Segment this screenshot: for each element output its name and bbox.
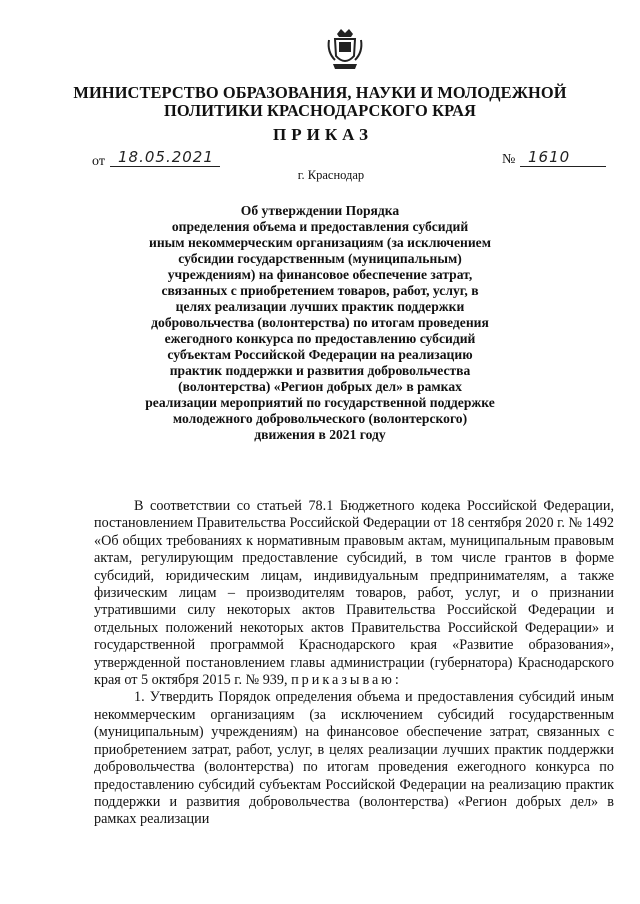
city: г. Краснодар <box>297 168 365 182</box>
number-prefix: № <box>502 152 516 167</box>
decree-word: приказываю: <box>291 672 402 689</box>
krasnodar-coat-of-arms-icon <box>325 26 365 72</box>
ministry-line-1: МИНИСТЕРСТВО ОБРАЗОВАНИЯ, НАУКИ И МОЛОДЕЖНОЙ <box>73 83 567 102</box>
number-value: 1610 <box>528 148 571 166</box>
date-value: 18.05.2021 <box>118 148 214 166</box>
preamble-paragraph <box>94 498 614 689</box>
heading-line: целях реализации лучших практик поддержки <box>175 299 465 314</box>
heading-line: учреждениям) на финансовое обеспечение затрат, <box>167 267 473 282</box>
order-title: ПРИКАЗ <box>273 125 373 144</box>
heading-line: реализации мероприятий по государственной поддержке <box>145 395 495 410</box>
heading-line: движения в 2021 году <box>254 427 386 442</box>
heading-line: молодежного добровольческого (волонтерского) <box>172 411 468 426</box>
date-field <box>110 150 220 167</box>
ministry-name <box>0 84 640 120</box>
preamble-text: В соответствии со статьей 78.1 Бюджетного кодека Российской Федерации, постановлением Правительства Российской Федерации от 18 сентября 2020 г. № 1492 «Об общих требованиях к нормативным правовым актам, муниципальным правовым актам, регулирующим предоставление субсидий, в том числе грантов в форме субсидий, юридическим лицам, индивидуальным предпринимателям, а также физическим лицам – производителям товаров, работ, услуг, и о признании утратившими силу некоторых актов Правительства Российской Федерации и отдельных положений некоторых актов Правительства Российской Федерации» и государственной программой Краснодарского края «Развитие образования», утвержденной постановлением главы администрации (губернатора) Краснодарского края от 5 октября 2015 г. № 939, <box>94 498 614 689</box>
heading-line: ежегодного конкурса по предоставлению субсидий <box>164 331 476 346</box>
date-prefix: от <box>92 154 105 169</box>
ministry-line-2: ПОЛИТИКИ КРАСНОДАРСКОГО КРАЯ <box>164 101 476 120</box>
heading-line: субъектам Российской Федерации на реализацию <box>167 347 473 362</box>
order-body <box>94 498 614 829</box>
item-1-paragraph: 1. Утвердить Порядок определения объема и предоставления субсидий иным некоммерческим организациям (за исключением субсидий государственным (муниципальным) учреждениям) на финансовое обеспечение затрат, связанных с приобретением затрат, работ, услуг, в целях реализации лучших практик поддержки добровольчества (волонтерства) по итогам проведения ежегодного конкурса по предоставлению субсидий субъектам Российской Федерации на реализацию практик поддержки и развития добровольчества (волонтерства) «Регион добрых дел» в рамках реализации <box>94 689 614 828</box>
heading-line: определения объема и предоставления субсидий <box>171 219 469 234</box>
heading-line: субсидии государственным (муниципальным) <box>178 251 462 266</box>
heading-line: связанных с приобретением товаров, работ, услуг, в <box>161 283 479 298</box>
heading-line: практик поддержки и развития добровольчества <box>169 363 471 378</box>
heading-line: добровольчества (волонтерства) по итогам проведения <box>151 315 489 330</box>
heading-line: иным некоммерческим организациям (за исключением <box>149 235 491 250</box>
number-field <box>520 150 606 167</box>
order-heading <box>120 203 520 443</box>
heading-line: (волонтерства) «Регион добрых дел» в рамках <box>178 379 462 394</box>
heading-line: Об утверждении Порядка <box>240 203 400 218</box>
